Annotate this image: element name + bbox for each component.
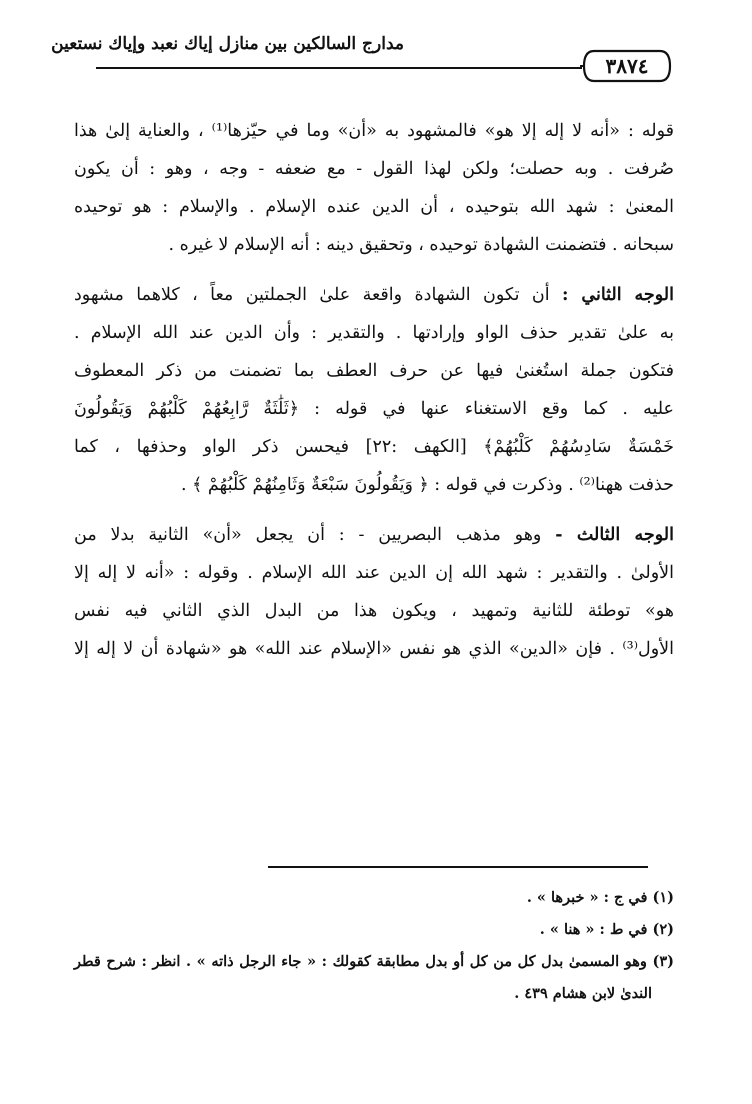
text-line: هو» توطئة للثانية وتمهيد ، ويكون هذا من البدل الذي الثاني فيه نفس	[74, 601, 674, 621]
paragraph-3	[74, 516, 674, 668]
text-line: الأول⁽³⁾ . فإن «الدين» الذي هو نفس «الإسلام عند الله» هو «شهادة أن لا إله إلا	[74, 639, 674, 659]
text-line: سبحانه . فتضمنت الشهادة توحيده ، وتحقيق دينه : أنه الإسلام لا غيره .	[168, 235, 674, 255]
running-header-title: مدارج السالكين بين منازل إياك نعبد وإياك نستعين	[51, 34, 404, 54]
text-line: المعنىٰ : شهد الله بتوحيده ، أن الدين عنده الإسلام . والإسلام : هو توحيده	[74, 197, 674, 217]
text-line: الوجه الثاني : أن تكون الشهادة واقعة علىٰ الجملتين معاً ، كلاهما مشهود	[74, 285, 674, 305]
paragraph-2	[74, 276, 674, 504]
header-rule	[96, 67, 582, 69]
text-line: خَمْسَةٌ سَادِسُهُمْ كَلْبُهُمْ﴾ [الكهف :٢٢] فيحسن ذكر الواو وحذفها ، كما	[74, 437, 674, 457]
section-heading: الوجه الثاني :	[561, 285, 674, 305]
page-number-badge	[580, 48, 674, 84]
footnotes	[74, 882, 674, 1010]
text-line: الأولىٰ . والتقدير : شهد الله إن الدين عند الله الإسلام . وقوله : «أنه لا إله إلا	[74, 563, 674, 583]
text-line: فتكون جملة استُغنىٰ فيها عن حرف العطف بما تضمنت من ذكر المعطوف	[74, 361, 674, 381]
footnote-separator	[268, 866, 648, 868]
page-number: ٣٨٧٤	[605, 54, 649, 78]
text-line: عليه . كما وقع الاستغناء عنها في قوله : ﴿ثَلَٰثَةٌ رَّابِعُهُمْ كَلْبُهُمْ وَيَقُولُونَ	[74, 399, 674, 419]
text-line: حذفت ههنا⁽²⁾ . وذكرت في قوله : ﴿ وَيَقُولُونَ سَبْعَةٌ وَثَامِنُهُمْ كَلْبُهُمْ ﴾ .	[180, 475, 674, 495]
footnote-3-continued: الندىٰ لابن هشام ٤٣٩ .	[514, 985, 652, 1002]
text-line: به علىٰ تقدير حذف الواو وإرادتها . والتقدير : وأن الدين عند الله الإسلام .	[74, 323, 674, 343]
text-line: صُرفت . وبه حصلت؛ ولكن لهذا القول - مع ضعفه - وجه ، وهو : أن يكون	[74, 159, 674, 179]
paragraph-1	[74, 112, 674, 264]
footnote-1: (١) في ج : « خبرها » .	[526, 889, 674, 906]
main-text	[74, 112, 674, 668]
footnote-2: (٢) في ط : « هنا » .	[539, 921, 674, 938]
text-line: الوجه الثالث - وهو مذهب البصريين - : أن يجعل «أن» الثانية بدلا من	[74, 525, 674, 545]
text-line: قوله : «أنه لا إله إلا هو» فالمشهود به «أن» وما في حيّزها⁽¹⁾ ، والعناية إلىٰ هذا	[74, 121, 674, 141]
footnote-3: (٣) وهو المسمىٰ بدل كل من كل أو بدل مطابقة كقولك : « جاء الرجل ذاته » . انظر : شرح قطر	[74, 953, 674, 970]
section-heading: الوجه الثالث -	[555, 525, 674, 545]
